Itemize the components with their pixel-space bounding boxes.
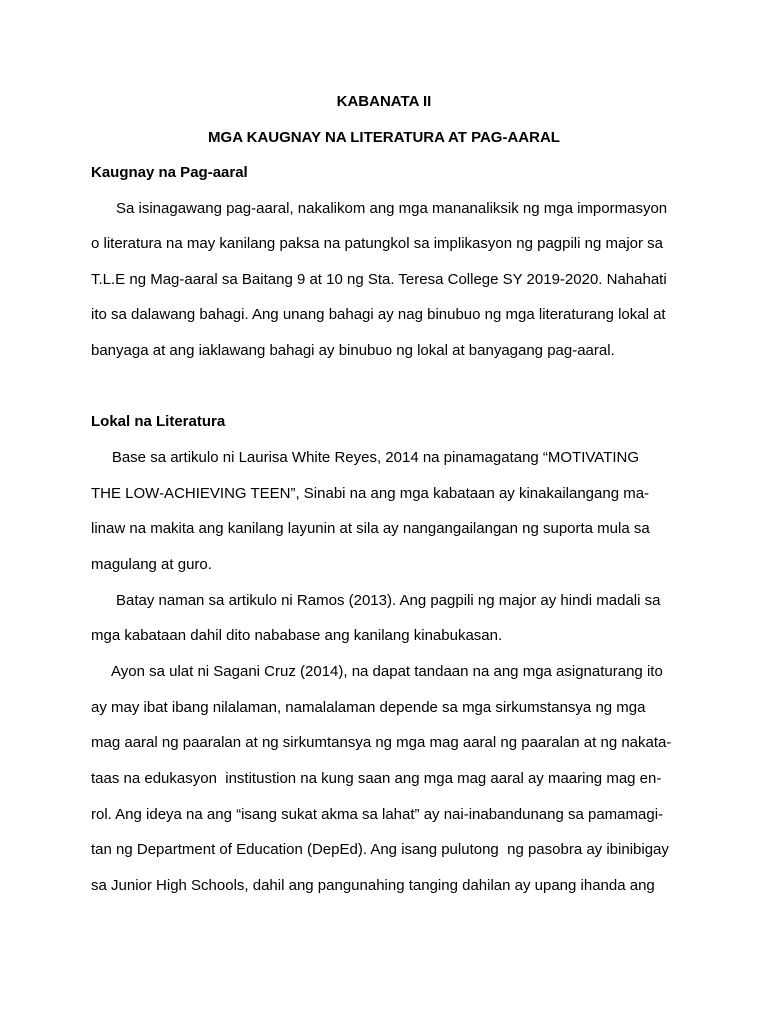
paragraph-line: ito sa dalawang bahagi. Ang unang bahagi ay nag binubuo ng mga literaturang lokal at (91, 306, 666, 323)
section-heading-lokal: Lokal na Literatura (91, 413, 226, 430)
paragraph-line: linaw na makita ang kanilang layunin at sila ay nangangailangan ng suporta mula sa (91, 520, 650, 537)
section-heading-kaugnay: Kaugnay na Pag-aaral (91, 164, 248, 181)
paragraph-line: sa Junior High Schools, dahil ang pangunahing tanging dahilan ay upang ihanda ang (91, 877, 655, 894)
paragraph-line: Sa isinagawang pag-aaral, nakalikom ang mga mananaliksik ng mga impormasyon (91, 200, 668, 217)
paragraph-line: T.L.E ng Mag-aaral sa Baitang 9 at 10 ng Sta. Teresa College SY 2019-2020. Nahahati (91, 271, 667, 288)
paragraph-line: ay may ibat ibang nilalaman, namalalaman depende sa mga sirkumstansya ng mga (91, 699, 646, 716)
paragraph-line: mga kabataan dahil dito nababase ang kanilang kinabukasan. (91, 627, 503, 644)
paragraph-line: Base sa artikulo ni Laurisa White Reyes, 2014 na pinamagatang “MOTIVATING (91, 449, 640, 466)
paragraph-line: o literatura na may kanilang paksa na patungkol sa implikasyon ng pagpili ng major sa (91, 235, 663, 252)
paragraph-line: tan ng Department of Education (DepEd). Ang isang pulutong ng pasobra ay ibinibigay (91, 841, 669, 858)
chapter-heading: KABANATA II (336, 93, 432, 110)
paragraph-line: taas na edukasyon institustion na kung saan ang mga mag aaral ay maaring mag en- (91, 770, 662, 787)
paragraph-line: rol. Ang ideya na ang “isang sukat akma sa lahat” ay nai-inabandunang sa pamamagi- (91, 806, 664, 823)
paragraph-line: banyaga at ang iaklawang bahagi ay binubuo ng lokal at banyagang pag-aaral. (91, 342, 615, 359)
paragraph-line: THE LOW-ACHIEVING TEEN”, Sinabi na ang mga kabataan ay kinakailangang ma- (91, 485, 650, 502)
paragraph-line: magulang at guro. (91, 556, 212, 573)
chapter-title: MGA KAUGNAY NA LITERATURA AT PAG-AARAL (208, 129, 560, 146)
paragraph-line: Batay naman sa artikulo ni Ramos (2013). Ang pagpili ng major ay hindi madali sa (91, 592, 661, 609)
paragraph-line: Ayon sa ulat ni Sagani Cruz (2014), na dapat tandaan na ang mga asignaturang ito (91, 663, 663, 680)
paragraph-line: mag aaral ng paaralan at ng sirkumtansya ng mga mag aaral ng paaralan at ng nakata- (91, 734, 672, 751)
